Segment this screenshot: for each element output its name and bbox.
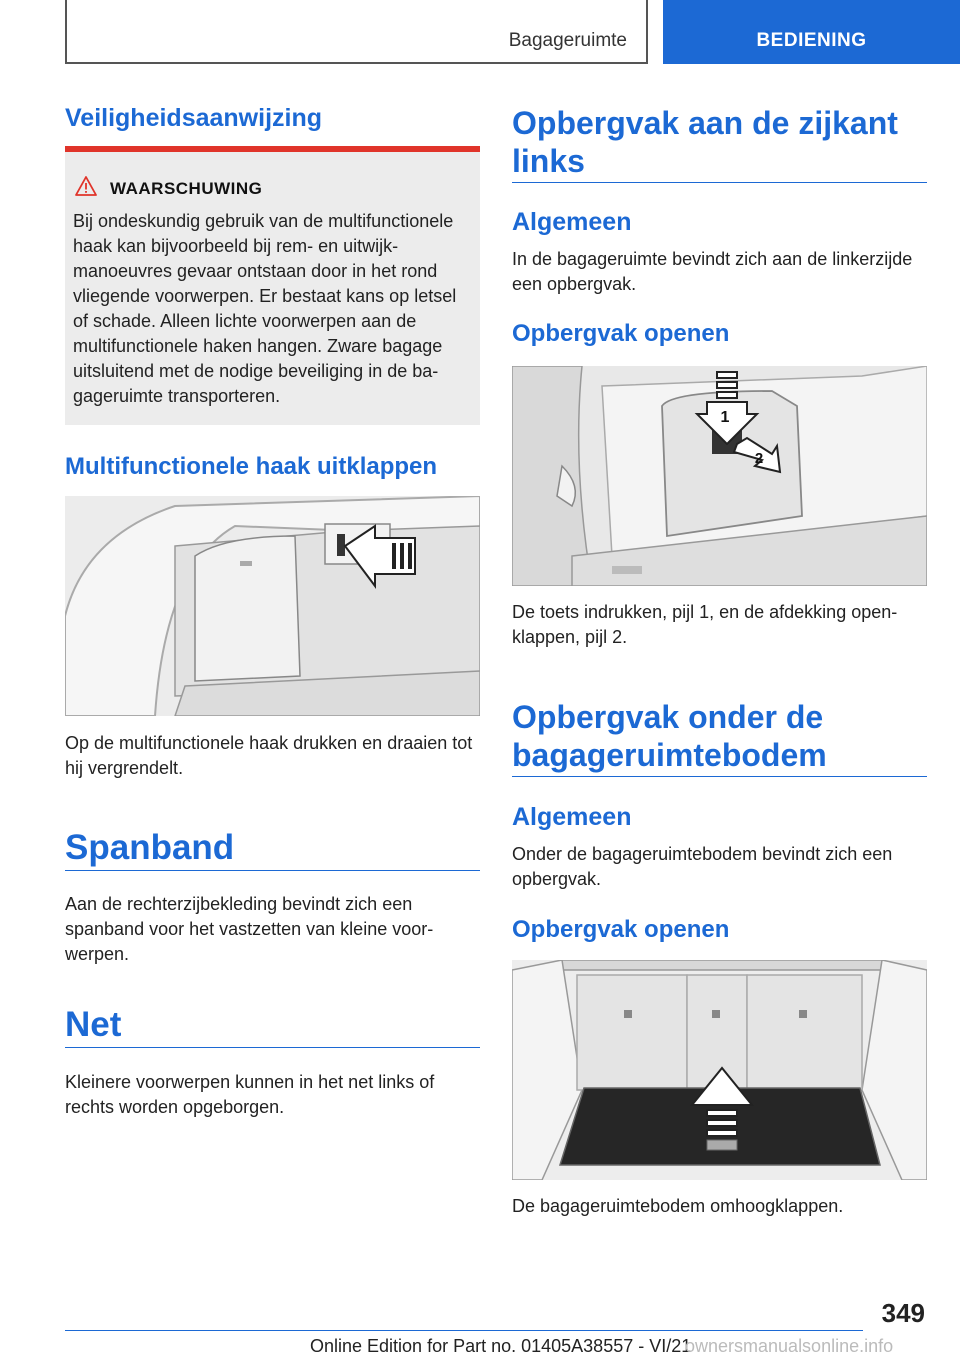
- side-compartment-rule: [512, 182, 927, 183]
- footer-watermark: ownersmanualsonline.info: [685, 1336, 894, 1356]
- hook-illustration: [65, 496, 480, 716]
- warning-title: WAARSCHUWING: [110, 179, 263, 198]
- net-heading: Net: [65, 1005, 122, 1044]
- side-open-heading: Opbergvak openen: [512, 320, 730, 347]
- footer-edition: Online Edition for Part no. 01405A38557 - VI/21: [310, 1336, 692, 1356]
- arrow-label-2: 2: [754, 450, 764, 467]
- net-text: Kleinere voorwerpen kunnen in het net links of rechts worden opgeborgen.: [65, 1072, 435, 1117]
- warning-text: Bij ondeskundig gebruik van de multifunctionele haak kan bijvoorbeeld bij rem- en uitwijkmanoeuvres gevaar ontstaan door in het rond vliegende voorwerpen. Er bestaat kans op letsel of schade. Alleen lichte voorwerpen aan de multifunctionele haken hangen. Zware bagage uitsluitend met de nodige beveiliging in de bagageruimte transporteren.: [73, 211, 457, 406]
- net-rule: [65, 1047, 480, 1048]
- floor-compartment-illustration: [512, 960, 927, 1180]
- spanband-rule: [65, 870, 480, 871]
- page-number: 349: [881, 1298, 925, 1328]
- arrow-label-1: 1: [720, 409, 730, 426]
- warning-box: [65, 146, 480, 425]
- side-general-heading: Algemeen: [512, 208, 632, 236]
- floor-compartment-rule: [512, 776, 927, 777]
- side-general-text: In de bagageruimte bevindt zich aan de linkerzijde een opbergvak.: [512, 249, 913, 294]
- header-section-title: Bagageruimte: [508, 30, 627, 51]
- floor-open-heading: Opbergvak openen: [512, 916, 730, 943]
- hook-heading: Multifunctionele haak uitklappen: [65, 453, 438, 480]
- safety-heading: Veiligheidsaanwijzing: [65, 104, 323, 132]
- spanband-text: Aan de rechterzijbekleding bevindt zich een spanband voor het vastzetten van kleine voorwerpen.: [65, 894, 434, 964]
- side-open-caption: De toets indrukken, pijl 1, en de afdekking openklappen, pijl 2.: [512, 602, 898, 647]
- hook-caption: Op de multifunctionele haak drukken en draaien tot hij vergrendelt.: [65, 733, 473, 778]
- header-chapter-tab: BEDIENING: [663, 0, 960, 64]
- floor-general-heading: Algemeen: [512, 803, 632, 831]
- warning-triangle-icon: [75, 176, 97, 196]
- footer-rule: [65, 1330, 863, 1331]
- side-compartment-illustration: [512, 366, 927, 586]
- floor-compartment-heading: Opbergvak onder de bagageruimtebodem: [512, 699, 827, 773]
- spanband-heading: Spanband: [65, 828, 235, 867]
- floor-open-caption: De bagageruimtebodem omhoogklappen.: [512, 1196, 844, 1216]
- floor-general-text: Onder de bagageruimtebodem bevindt zich een opbergvak.: [512, 844, 893, 889]
- side-compartment-heading: Opbergvak aan de zijkant links: [512, 105, 898, 179]
